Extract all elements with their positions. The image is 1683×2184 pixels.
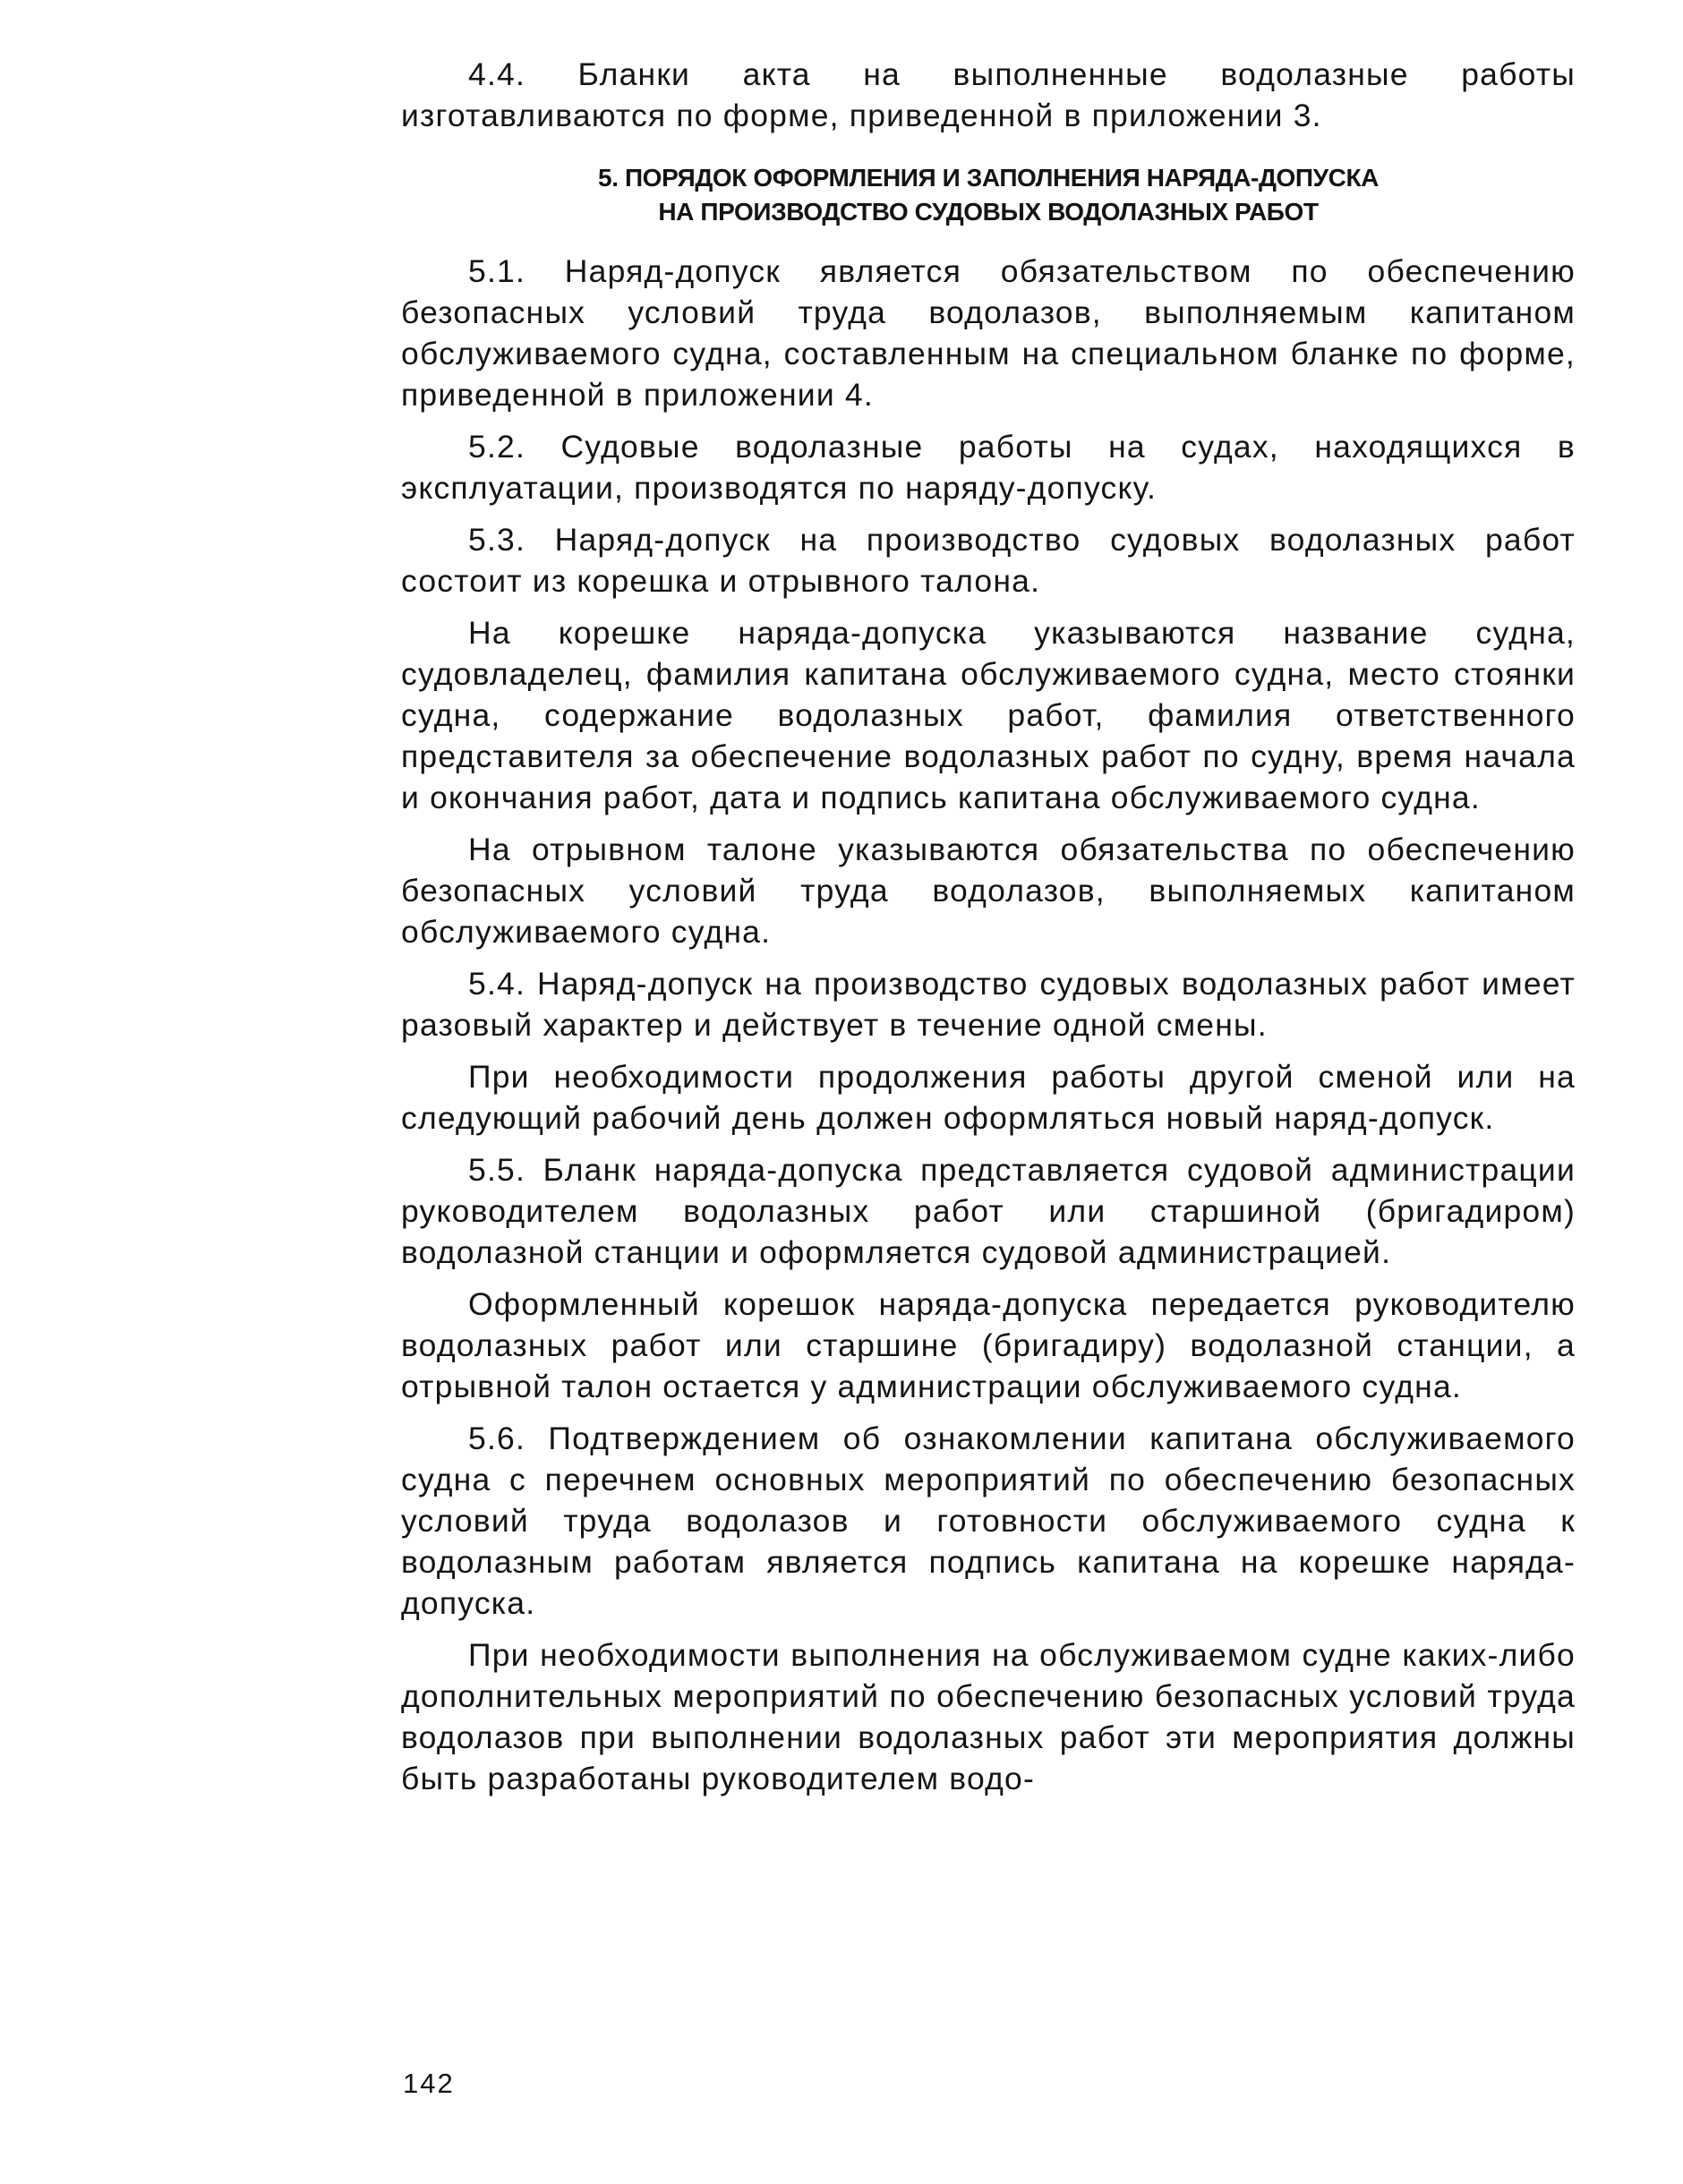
section-heading-line-2: НА ПРОИЗВОДСТВО СУДОВЫХ ВОДОЛАЗНЫХ РАБОТ <box>658 198 1319 226</box>
paragraph-tear-off-coupon: На отрывном талоне указываются обязательства по обеспечению безопасных условий труда водолазов, выполняемых капитаном обслуживаемого судна. <box>401 832 1576 950</box>
section-heading-line-1: 5. ПОРЯДОК ОФОРМЛЕНИЯ И ЗАПОЛНЕНИЯ НАРЯДА-ДОПУСКА <box>598 164 1379 192</box>
document-page <box>401 54 1576 1799</box>
paragraph-5-3: 5.3. Наряд-допуск на производство судовых водолазных работ состоит из корешка и отрывного талона. <box>401 522 1576 599</box>
page-number: 142 <box>403 2068 455 2099</box>
paragraph-counterfoil-transfer: Оформленный корешок наряда-допуска передается руководителю водолазных работ или старшине (бригадиру) водолазной станции, а отрывной талон остается у администрации обслуживаемого судна. <box>401 1286 1576 1404</box>
paragraph-5-6: 5.6. Подтверждением об ознакомлении капитана обслуживаемого судна с перечнем основных мероприятий по обеспечению безопасных условий труда водолазов и готовности обслуживаемого судна к водолазным работам является подпись капитана на корешке наряда-допуска. <box>401 1420 1576 1621</box>
paragraph-5-2: 5.2. Судовые водолазные работы на судах, находящихся в эксплуатации, производятся по наряду-допуску. <box>401 429 1576 506</box>
paragraph-5-5: 5.5. Бланк наряда-допуска представляется судовой администрации руководителем водолазных работ или старшиной (бригадиром) водолазной станции и оформляется судовой администрацией. <box>401 1152 1576 1270</box>
section-heading <box>401 161 1576 229</box>
paragraph-5-4: 5.4. Наряд-допуск на производство судовых водолазных работ имеет разовый характер и действует в течение одной смены. <box>401 966 1576 1043</box>
paragraph-5-1: 5.1. Наряд-допуск является обязательством по обеспечению безопасных условий труда водолазов, выполняемым капитаном обслуживаемого судна, составленным на специальном бланке по форме, приведенной в приложении 4. <box>401 253 1576 413</box>
paragraph-additional-measures: При необходимости выполнения на обслуживаемом судне каких-либо дополнительных мероприятий по обеспечению безопасных условий труда водолазов при выполнении водолазных работ эти мероприятия должны быть разработаны руководителем водо- <box>401 1637 1576 1796</box>
paragraph-4-4: 4.4. Бланки акта на выполненные водолазные работы изготавливаются по форме, приведенной в приложении 3. <box>401 56 1576 133</box>
paragraph-new-permit: При необходимости продолжения работы другой сменой или на следующий рабочий день должен оформляться новый наряд-допуск. <box>401 1059 1576 1136</box>
paragraph-counterfoil: На корешке наряда-допуска указываются название судна, судовладелец, фамилия капитана обслуживаемого судна, место стоянки судна, содержание водолазных работ, фамилия ответственного представителя за обеспечение водолазных работ по судну, время начала и окончания работ, дата и подпись капитана обслуживаемого судна. <box>401 615 1576 815</box>
